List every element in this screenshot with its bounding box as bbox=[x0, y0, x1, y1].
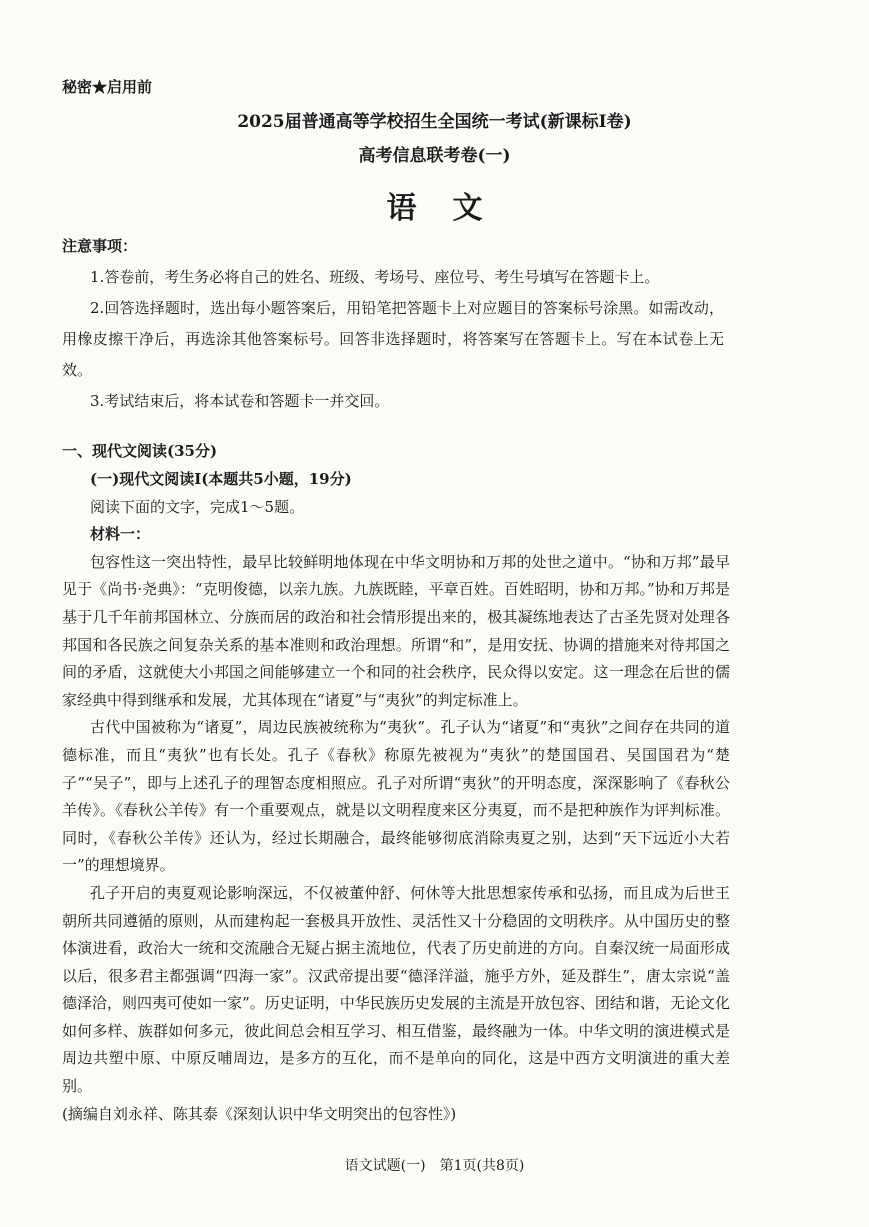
passage-paragraph: 孔子开启的夷夏观论影响深远，不仅被董仲舒、何休等大批思想家传承和弘扬，而且成为后世王朝所共同遵循的原则，从而建构起一套极具开放性、灵活性又十分稳固的文明秩序。从中国历史的整体演进看，政治大一统和交流融合无疑占据主流地位，代表了历史前进的方向。自秦汉统一局面形成以后，很多君主都强调“四海一家”。汉武帝提出要“德泽洋溢，施乎方外，延及群生”，唐太宗说“盖德泽洽，则四夷可使如一家”。历史证明，中华民族历史发展的主流是开放包容、团结和谐，无论文化如何多样、族群如何多元，彼此间总会相互学习、相互借鉴，最终融为一体。中华文明的演进模式是周边共塑中原、中原反哺周边，是多方的互化，而不是单向的同化，这是中西方文明演进的重大差别。 bbox=[62, 883, 730, 1096]
exam-title: 2025届普通高等学校招生全国统一考试(新课标Ⅰ卷) bbox=[237, 112, 632, 132]
instruction-text: 阅读下面的文字，完成1～5题。 bbox=[90, 497, 305, 516]
subject-title: 语文 bbox=[386, 191, 519, 226]
reading-section bbox=[62, 466, 730, 1128]
confidential-label: 秘密★启用前 bbox=[62, 78, 153, 96]
page-footer: 语文试题(一) 第1页(共8页) bbox=[344, 1158, 525, 1174]
notice-heading: 注意事项： bbox=[62, 237, 138, 255]
notice-item: 2.回答选择题时，选出每小题答案后，用铅笔把答题卡上对应题目的答案标号涂黑。如需改动，用橡皮擦干净后，再选涂其他答案标号。回答非选择题时，将答案写在答题卡上。写在本试卷上无效。 bbox=[62, 299, 724, 379]
notice-item: 1.答卷前，考生务必将自己的姓名、班级、考场号、座位号、考生号填写在答题卡上。 bbox=[90, 268, 660, 286]
section-heading: 一、现代文阅读(35分) bbox=[62, 442, 218, 460]
passage-source: (摘编自刘永祥、陈其泰《深刻认识中华文明突出的包容性》) bbox=[62, 1104, 457, 1123]
notice-list bbox=[62, 262, 724, 417]
exam-subtitle: 高考信息联考卷(一) bbox=[358, 146, 511, 166]
passage-paragraph: 包容性这一突出特性，最早比较鲜明地体现在中华文明协和万邦的处世之道中。“协和万邦”最早见于《尚书·尧典》：“克明俊德，以亲九族。九族既睦，平章百姓。百姓昭明，协和万邦。”协和万邦是基于几千年前邦国林立、分族而居的政治和社会情形提出来的，极其凝练地表达了古圣先贤对处理各邦国和各民族之间复杂关系的基本准则和政治理想。所谓“和”，是用安抚、协调的措施来对待邦国之间的矛盾，这就使大小邦国之间能够建立一个和同的社会秩序，民众得以安定。这一理念在后世的儒家经典中得到继承和发展，尤其体现在“诸夏”与“夷狄”的判定标准上。 bbox=[62, 552, 730, 709]
notice-item: 3.考试结束后，将本试卷和答题卡一并交回。 bbox=[90, 392, 390, 410]
material-label: 材料一： bbox=[90, 525, 151, 544]
passage-paragraph: 古代中国被称为“诸夏”，周边民族被统称为“夷狄”。孔子认为“诸夏”和“夷狄”之间存在共同的道德标准，而且“夷狄”也有长处。孔子《春秋》称原先被视为“夷狄”的楚国国君、吴国国君为“楚子”“吴子”，即与上述孔子的理智态度相照应。孔子对所谓“夷狄”的开明态度，深深影响了《春秋公羊传》。《春秋公羊传》有一个重要观点，就是以文明程度来区分夷夏，而不是把种族作为评判标准。同时，《春秋公羊传》还认为，经过长期融合，最终能够彻底消除夷夏之别，达到“天下远近小大若一”的理想境界。 bbox=[62, 718, 730, 875]
subsection-heading: (一)现代文阅读Ⅰ(本题共5小题，19分) bbox=[90, 470, 352, 488]
